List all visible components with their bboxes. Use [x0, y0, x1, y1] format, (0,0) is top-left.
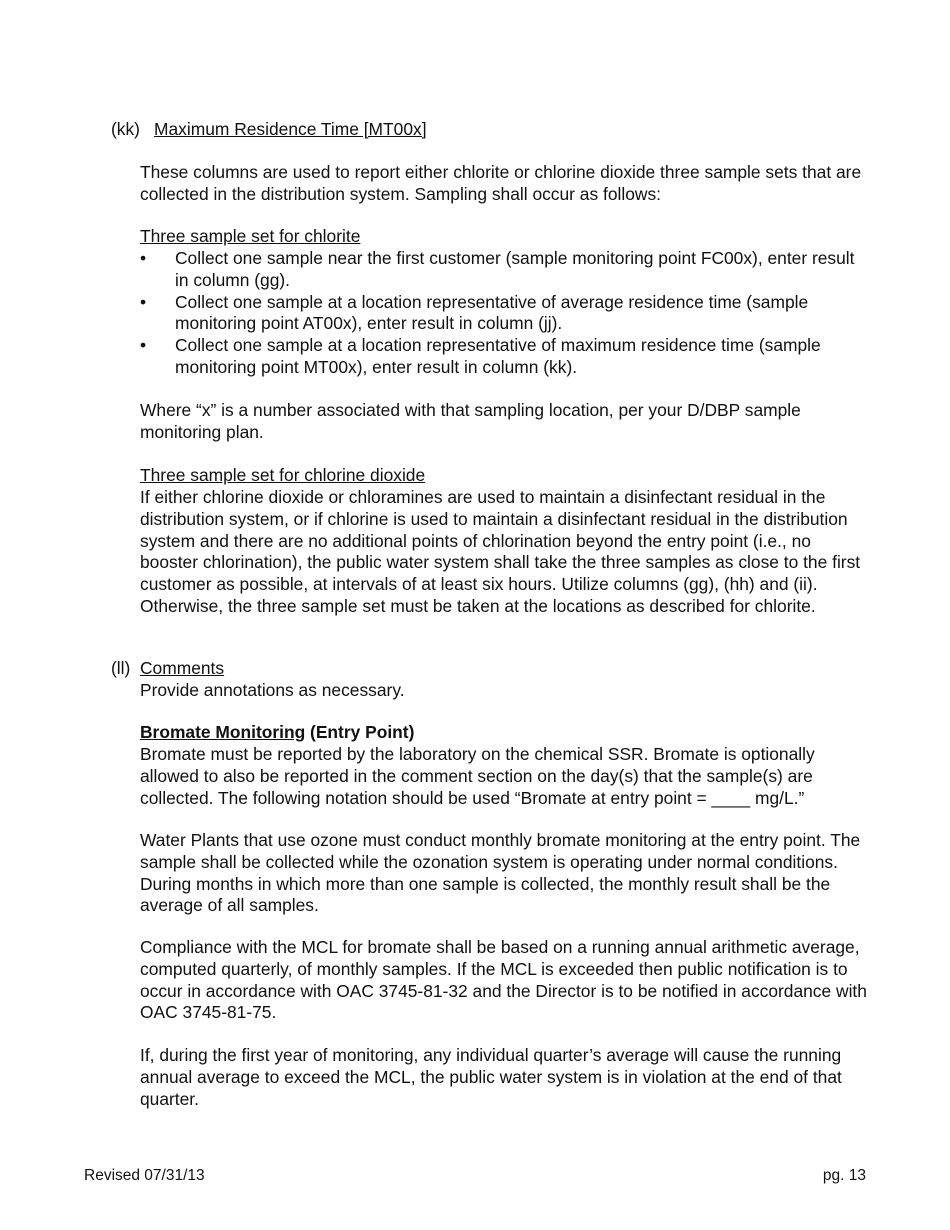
- page-number: pg. 13: [822, 1167, 866, 1184]
- section-marker-ll: (ll): [111, 658, 131, 678]
- list-item-text: Collect one sample near the first customer (sample monitoring point FC00x), enter result in column (gg).: [175, 248, 855, 290]
- sampling-location-note: Where “x” is a number associated with that sampling location, per your D/DBP sample monitoring plan.: [140, 400, 801, 442]
- section-title-kk: Maximum Residence Time [MT00x]: [154, 119, 427, 139]
- list-item: [140, 248, 870, 292]
- list-item: [140, 292, 870, 336]
- bullet-icon: •: [140, 335, 147, 356]
- bullet-icon: •: [140, 291, 147, 312]
- list-item: [140, 335, 870, 379]
- bromate-paragraph: Compliance with the MCL for bromate shall be based on a running annual arithmetic average, computed quarterly, of monthly samples. If the MCL is exceeded then public notification is to occur in accordance with OAC 3745-81-32 and the Director is to be notified in accordance with OAC 3745-81-75.: [140, 937, 867, 1023]
- bromate-paragraph: Water Plants that use ozone must conduct monthly bromate monitoring at the entry point. The sample shall be collected while the ozonation system is operating under normal conditions. During months in which more than one sample is collected, the monthly result shall be the average of all samples.: [140, 830, 861, 916]
- bromate-paragraph: Bromate must be reported by the laboratory on the chemical SSR. Bromate is optionally allowed to also be reported in the comment section on the day(s) that the sample(s) are collected. The following notation should be used “Bromate at entry point = ____ mg/L.”: [140, 744, 815, 808]
- comments-text: Provide annotations as necessary.: [140, 680, 405, 700]
- bromate-paragraph: If, during the first year of monitoring, any individual quarter’s average will cause the running annual average to exceed the MCL, the public water system is in violation at the end of that quarter.: [140, 1045, 842, 1109]
- revision-date: Revised 07/31/13: [84, 1167, 205, 1184]
- section-title-ll: Comments: [140, 658, 225, 678]
- chlorine-dioxide-heading: Three sample set for chlorine dioxide: [140, 465, 426, 485]
- bromate-heading: [140, 722, 870, 744]
- bromate-heading-main: Bromate Monitoring: [140, 722, 306, 742]
- section-marker-kk: (kk): [111, 119, 140, 139]
- chlorine-dioxide-text: If either chlorine dioxide or chloramines are used to maintain a disinfectant residual in the distribution system, or if chlorine is used to maintain a disinfectant residual in the distribution system and there are no additional points of chlorination beyond the entry point (i.e., no booster chlorination), the public water system shall take the three samples as close to the first customer as possible, at intervals of at least six hours. Utilize columns (gg), (hh) and (ii). Otherwise, the three sample set must be taken at the locations as described for chlorite.: [140, 487, 861, 616]
- chlorite-bullet-list: [140, 248, 870, 379]
- list-item-text: Collect one sample at a location representative of maximum residence time (sample monitoring point MT00x), enter result in column (kk).: [175, 335, 821, 377]
- bullet-icon: •: [140, 248, 147, 268]
- chlorite-heading: Three sample set for chlorite: [140, 226, 361, 246]
- section-kk-intro: These columns are used to report either chlorite or chlorine dioxide three sample sets that are collected in the distribution system. Sampling shall occur as follows:: [140, 162, 862, 204]
- bromate-heading-suffix: (Entry Point): [305, 722, 415, 742]
- list-item-text: Collect one sample at a location representative of average residence time (sample monitoring point AT00x), enter result in column (jj).: [175, 291, 809, 334]
